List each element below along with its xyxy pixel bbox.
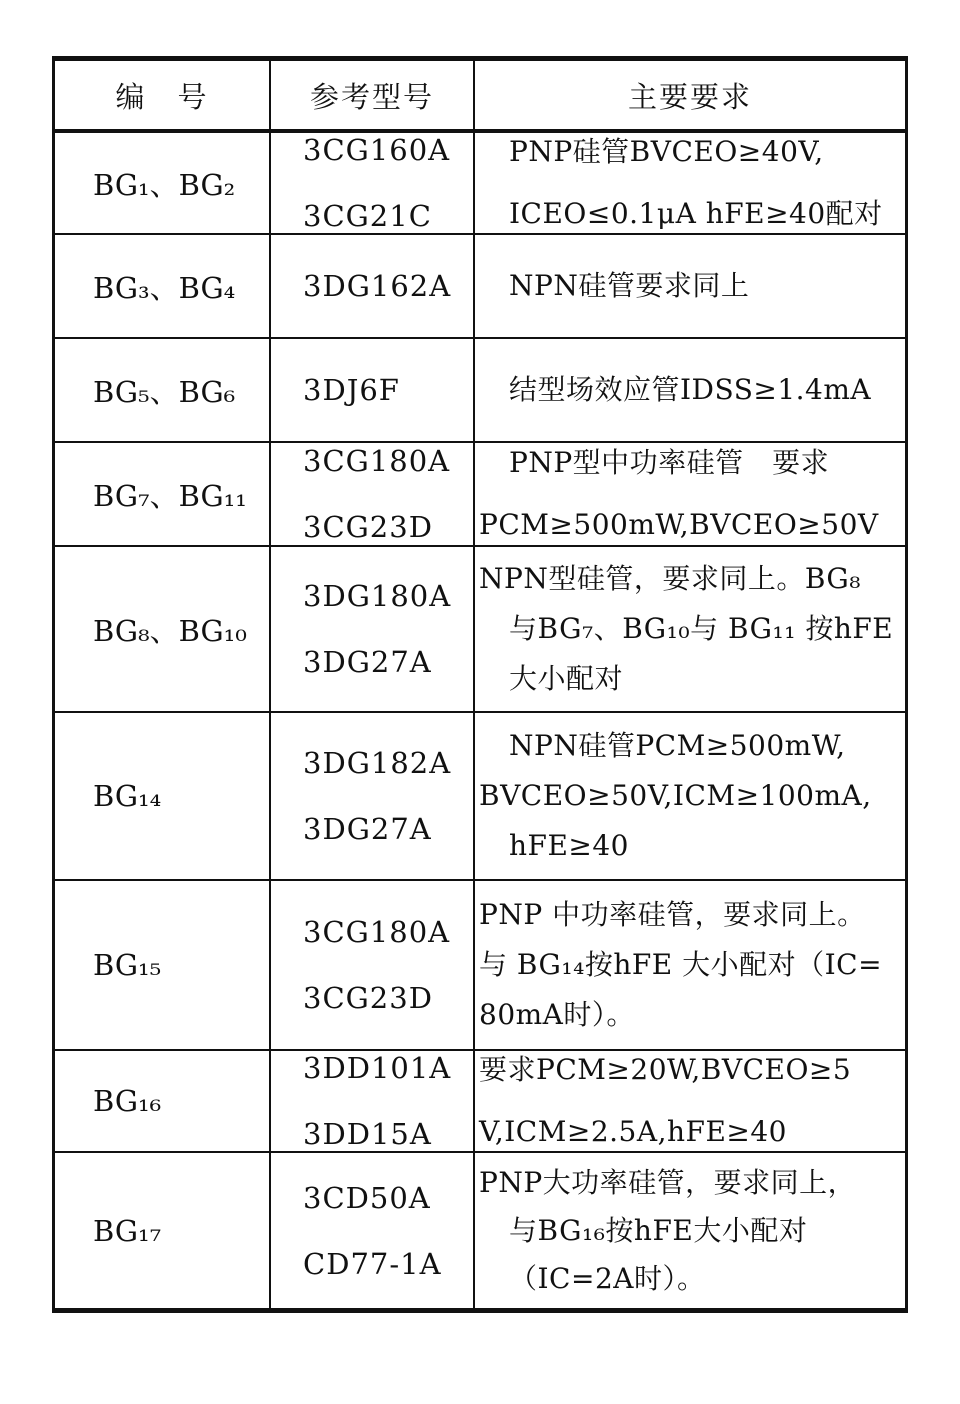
transistor-table [52, 56, 908, 1313]
requirement-line: PNP 中功率硅管，要求同上。 [479, 898, 866, 931]
model-number: 3CG23D [303, 510, 433, 544]
model-number: 3DG180A [303, 579, 452, 613]
model-number: 3DD15A [303, 1117, 432, 1151]
row-id: BG₁₄ [93, 779, 162, 813]
requirement-line: 与BG₇、BG₁₀与 BG₁₁ 按hFE [509, 612, 894, 645]
model-number: 3DG182A [303, 746, 452, 780]
row-requirements [475, 339, 905, 441]
model-number: 3DG27A [303, 645, 432, 679]
header-id-label: 编 号 [115, 79, 209, 114]
row-id: BG₅、BG₆ [93, 374, 236, 409]
row-requirements [475, 1153, 905, 1308]
model-number: 3DD101A [303, 1051, 452, 1085]
row-models [271, 235, 473, 337]
model-number: 3CG180A [303, 444, 451, 478]
row-models [271, 133, 473, 233]
model-number: 3CG21C [303, 199, 432, 233]
model-number: 3CG160A [303, 133, 451, 167]
header-id [55, 61, 269, 129]
requirement-line: PNP型中功率硅管 要求 [509, 446, 830, 479]
row-id: BG₁、BG₂ [93, 167, 236, 202]
requirement-line: 80mA时）。 [479, 998, 635, 1031]
row-requirements [475, 133, 905, 233]
requirement-line: 大小配对 [509, 662, 624, 695]
row-models [271, 547, 473, 711]
header-req-label: 主要要求 [627, 79, 752, 114]
row-id: BG₁₆ [93, 1084, 162, 1118]
requirement-line: V,ICM≥2.5A,hFE≥40 [479, 1115, 787, 1148]
model-number: 3CD50A [303, 1180, 431, 1215]
requirement-line: BVCEO≥50V,ICM≥100mA, [479, 779, 872, 812]
requirement-line: 结型场效应管IDSS≥1.4mA [509, 373, 872, 406]
requirement-line: hFE≥40 [509, 829, 629, 862]
row-id: BG₁₇ [93, 1213, 162, 1248]
row-models [271, 881, 473, 1049]
model-number: 3DJ6F [303, 373, 400, 407]
model-number: CD77-1A [303, 1246, 442, 1281]
header-requirements [475, 61, 905, 129]
requirement-line: 要求PCM≥20W,BVCEO≥5 [479, 1053, 852, 1086]
model-number: 3DG162A [303, 269, 452, 303]
requirement-line: ICEO≤0.1μA hFE≥40配对 [509, 197, 883, 230]
model-number: 3DG27A [303, 812, 432, 846]
row-requirements [475, 1051, 905, 1151]
requirement-line: 与BG₁₆按hFE大小配对 [509, 1213, 808, 1247]
row-id: BG₁₅ [93, 948, 162, 982]
model-number: 3CG180A [303, 915, 451, 949]
requirement-line: PCM≥500mW,BVCEO≥50V [479, 508, 879, 541]
row-requirements [475, 547, 905, 711]
header-model-label: 参考型号 [309, 79, 434, 114]
requirement-line: PNP硅管BVCEO≥40V, [509, 135, 824, 168]
row-models [271, 713, 473, 879]
row-id: BG₃、BG₄ [93, 270, 236, 305]
row-models [271, 1153, 473, 1308]
row-requirements [475, 881, 905, 1049]
row-models [271, 1051, 473, 1151]
row-requirements [475, 235, 905, 337]
requirement-line: NPN硅管要求同上 [509, 269, 750, 302]
requirement-line: PNP大功率硅管，要求同上， [479, 1165, 857, 1199]
row-id: BG₇、BG₁₁ [93, 478, 247, 513]
requirement-line: 与 BG₁₄按hFE 大小配对（IC= [479, 948, 883, 981]
row-requirements [475, 443, 905, 545]
requirement-line: （IC=2A时）。 [509, 1261, 706, 1295]
model-number: 3CG23D [303, 981, 433, 1015]
row-models [271, 339, 473, 441]
requirement-line: NPN型硅管，要求同上。BG₈ [479, 562, 862, 595]
row-id: BG₈、BG₁₀ [93, 613, 247, 648]
row-models [271, 443, 473, 545]
row-requirements [475, 713, 905, 879]
requirement-line: NPN硅管PCM≥500mW, [509, 729, 846, 762]
